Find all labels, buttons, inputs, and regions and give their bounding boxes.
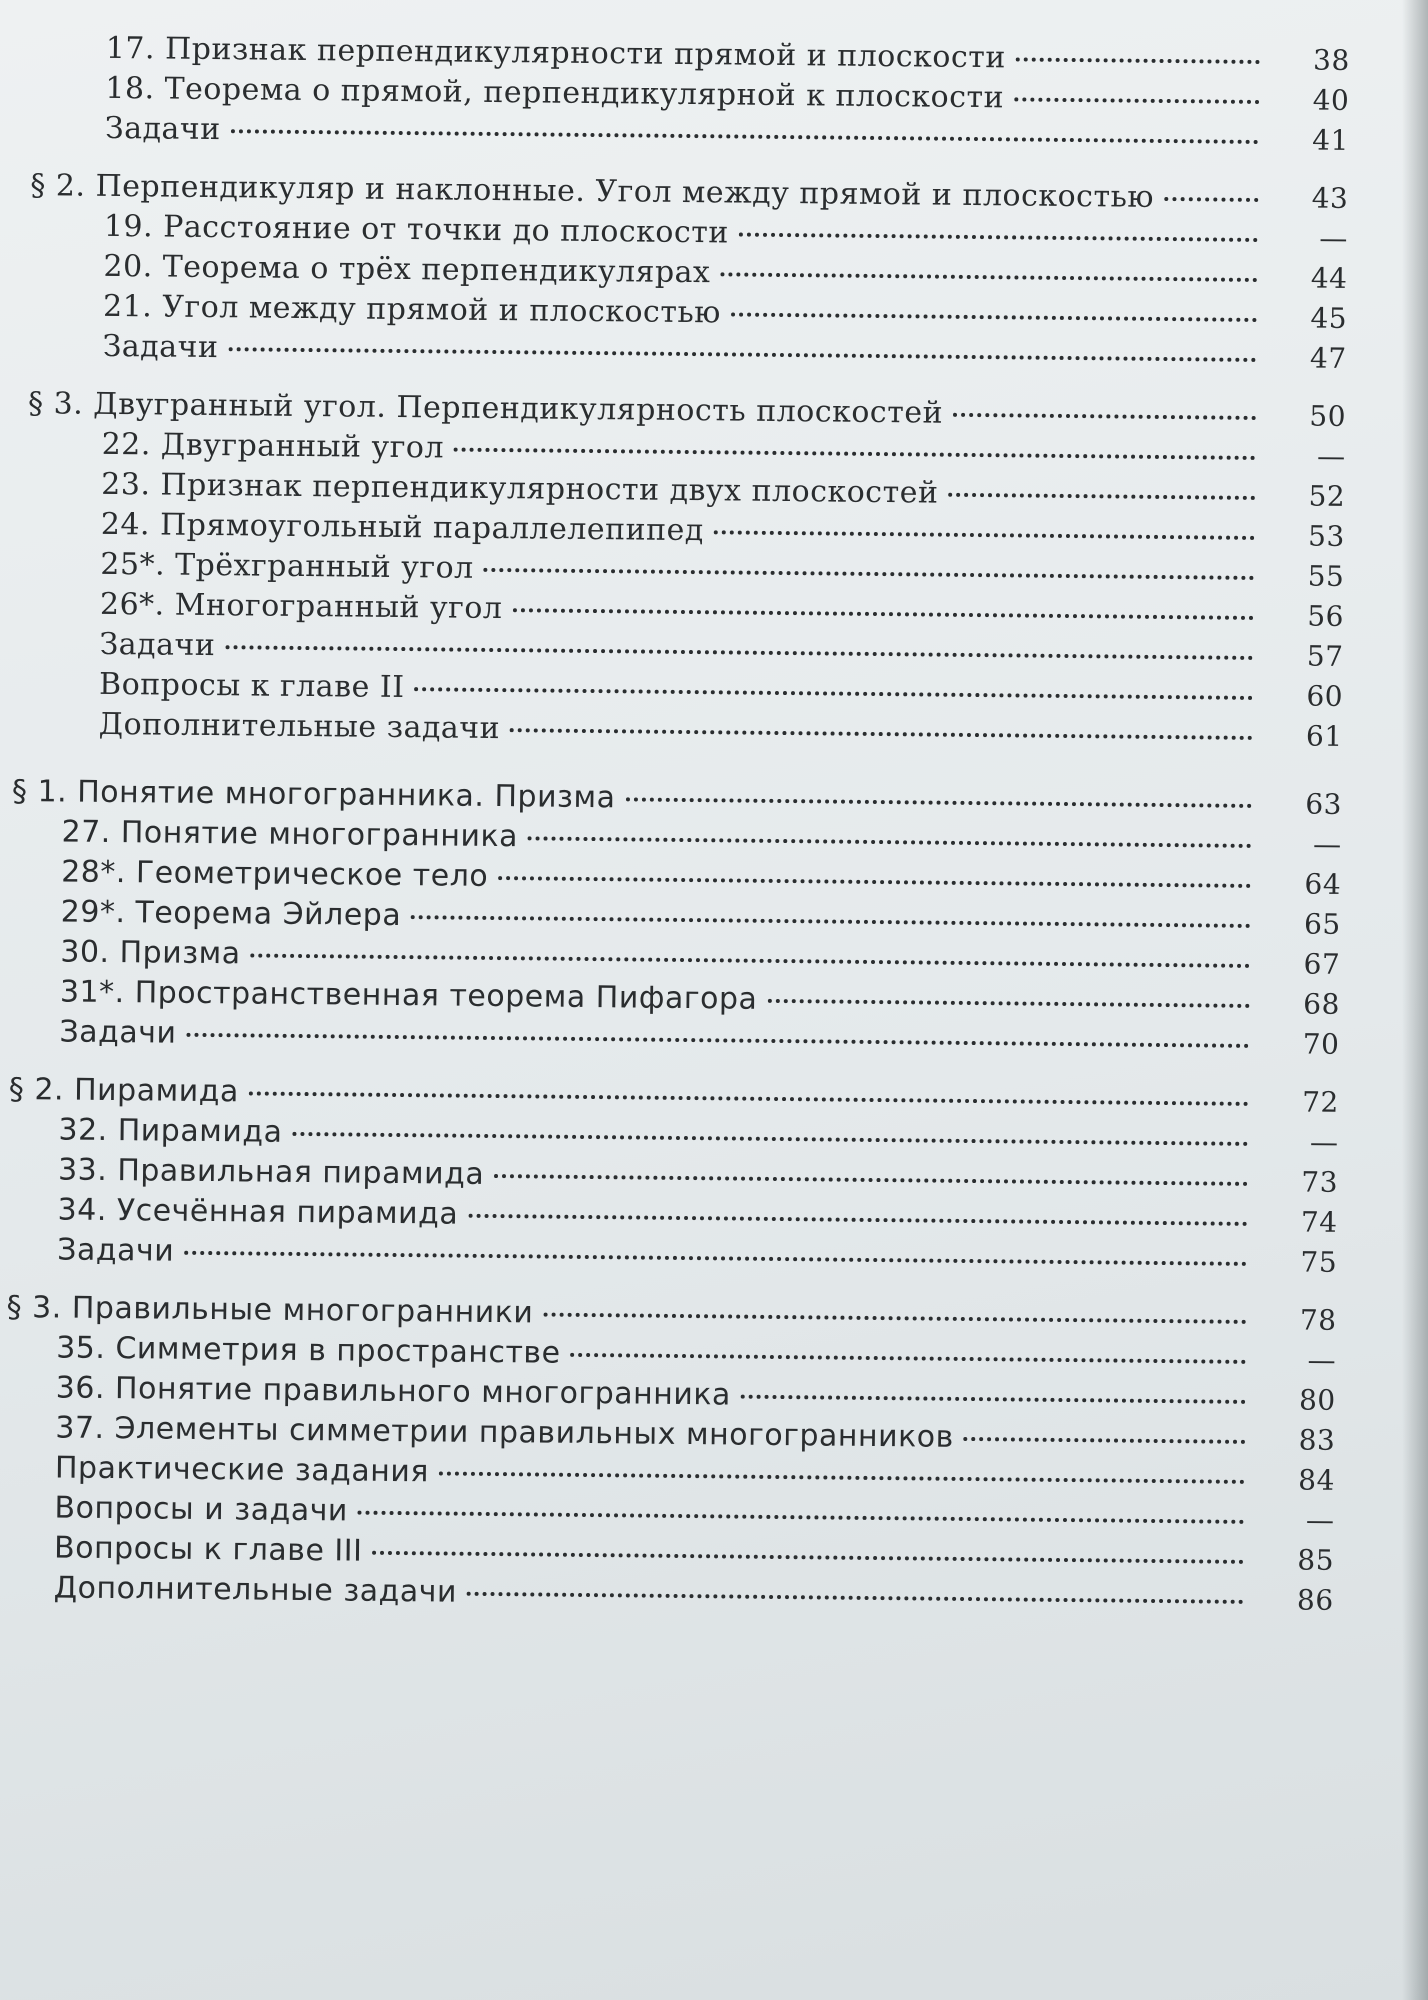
toc-page-number: 56 (1307, 599, 1345, 633)
toc-entry-label: 21. Угол между прямой и плоскостью (102, 288, 722, 331)
toc-entry-label: Задачи (57, 1232, 175, 1269)
toc-leader-dots (439, 1470, 1245, 1483)
toc-page-number: 57 (1306, 639, 1344, 673)
toc-page-number: 63 (1305, 787, 1343, 821)
toc-leader-dots (228, 346, 1256, 362)
toc-entry-label: 28*. Геометрическое тело (61, 854, 489, 894)
toc-leader-dots (484, 567, 1255, 580)
toc-page-number: 78 (1299, 1303, 1337, 1337)
toc-entry-label: Вопросы к главе III (53, 1530, 363, 1569)
toc-entry-label: § 3. Правильные многогранники (6, 1289, 534, 1331)
toc-page-number: 70 (1302, 1027, 1340, 1061)
toc-page-number: 40 (1312, 83, 1350, 117)
toc-leader-dots (292, 1131, 1248, 1146)
toc-entry-label: § 2. Перпендикуляр и наклонные. Угол между прямой и плоскостью (30, 168, 1155, 215)
toc-entry-label: 27. Понятие многогранника (61, 814, 519, 855)
toc-entry-label: § 1. Понятие многогранника. Призма (11, 773, 616, 816)
toc-leader-dots (953, 412, 1256, 420)
toc-entry-label: 20. Теорема о трёх перпендикулярах (103, 248, 711, 291)
toc-leader-dots (731, 311, 1257, 322)
toc-page-number: — (1309, 1125, 1339, 1159)
chapter-2-entries (13, 30, 1350, 760)
toc-leader-dots (415, 686, 1254, 700)
toc-page-number: 38 (1312, 43, 1350, 77)
toc-entry-label: 23. Признак перпендикулярности двух плоскостей (101, 466, 939, 511)
toc-entry-label: Вопросы к главе II (98, 666, 405, 706)
toc-entry-label: 32. Пирамида (58, 1112, 283, 1150)
toc-page-number: 41 (1312, 123, 1350, 157)
toc-page-number: 61 (1305, 719, 1343, 753)
toc-leader-dots (358, 1510, 1245, 1524)
toc-leader-dots (720, 271, 1257, 282)
toc-page-number: 44 (1310, 261, 1348, 295)
toc-leader-dots (249, 1090, 1249, 1105)
toc-page-number: 72 (1302, 1085, 1340, 1119)
toc-leader-dots (570, 1352, 1246, 1364)
toc-leader-dots (739, 232, 1258, 242)
toc-leader-dots (512, 607, 1254, 620)
table-of-contents (3, 30, 1349, 1624)
toc-leader-dots (494, 1173, 1248, 1186)
toc-page-number: 74 (1300, 1205, 1338, 1239)
toc-page-number: 83 (1298, 1423, 1336, 1457)
toc-page-number: 75 (1300, 1245, 1338, 1279)
toc-leader-dots (1014, 96, 1259, 104)
toc-entry-label: Дополнительные задачи (53, 1570, 458, 1610)
toc-page-number: 85 (1297, 1543, 1335, 1577)
toc-page-number: 60 (1306, 679, 1344, 713)
toc-entry-label: Практические задания (54, 1450, 430, 1490)
toc-page-number: 80 (1298, 1383, 1336, 1417)
toc-leader-dots (225, 644, 1253, 660)
toc-leader-dots (372, 1550, 1244, 1564)
toc-entry-label: 29*. Теорема Эйлера (60, 894, 402, 934)
toc-entry-label: 36. Понятие правильного многогранника (55, 1370, 732, 1413)
toc-leader-dots (411, 914, 1251, 928)
toc-entry-label: § 2. Пирамида (8, 1071, 240, 1110)
toc-page-number: 84 (1298, 1463, 1336, 1497)
toc-page-number: 86 (1296, 1583, 1334, 1617)
toc-page-number: 67 (1303, 947, 1341, 981)
toc-leader-dots (468, 1213, 1247, 1226)
toc-entry-label: 25*. Трёхгранный угол (100, 546, 474, 586)
toc-entry-label: § 3. Двугранный угол. Перпендикулярность плоскостей (27, 386, 944, 431)
toc-leader-dots (498, 875, 1251, 888)
toc-entry-label: Вопросы и задачи (54, 1490, 349, 1529)
toc-leader-dots (467, 1591, 1244, 1604)
toc-page-number: 43 (1311, 181, 1349, 215)
toc-page-number: 52 (1308, 479, 1346, 513)
toc-leader-dots (454, 447, 1256, 460)
toc-leader-dots (186, 1032, 1249, 1048)
toc-leader-dots (231, 128, 1259, 144)
toc-entry-label: Дополнительные задачи (98, 706, 501, 747)
toc-entry-label: 17. Признак перпендикулярности прямой и плоскости (105, 30, 1007, 76)
toc-leader-dots (184, 1250, 1247, 1266)
toc-entry-label: Задачи (104, 110, 221, 148)
toc-page-number: — (1319, 221, 1349, 255)
toc-page-number: 45 (1310, 301, 1348, 335)
toc-page-number: 47 (1309, 341, 1347, 375)
toc-leader-dots (528, 835, 1252, 848)
toc-entry-label: 30. Призма (60, 934, 241, 972)
toc-entry-label: 35. Симметрия в пространстве (56, 1330, 561, 1371)
toc-page-number: 64 (1304, 867, 1342, 901)
chapter-3-entries (3, 774, 1342, 1624)
toc-page-number: — (1312, 827, 1342, 861)
toc-page-number: 73 (1301, 1165, 1339, 1199)
toc-entry-label: 33. Правильная пирамида (57, 1152, 485, 1192)
toc-entry-label: 18. Теорема о прямой, перпендикулярной к плоскости (105, 70, 1005, 116)
toc-leader-dots (1164, 196, 1258, 202)
toc-page-number: — (1316, 439, 1346, 473)
toc-leader-dots (1016, 56, 1260, 64)
toc-leader-dots (741, 1394, 1246, 1404)
toc-entry-label: Задачи (102, 328, 219, 366)
toc-leader-dots (543, 1312, 1246, 1324)
toc-leader-dots (510, 727, 1253, 740)
toc-page-number: 50 (1309, 399, 1347, 433)
toc-entry-label: Задачи (59, 1014, 177, 1051)
toc-leader-dots (625, 796, 1252, 808)
toc-entry-label: 37. Элементы симметрии правильных многогранников (55, 1410, 954, 1455)
page-edge-shadow (1402, 0, 1428, 2000)
toc-entry-label: 19. Расстояние от точки до плоскости (103, 208, 730, 251)
toc-leader-dots (948, 492, 1255, 500)
toc-leader-dots (251, 952, 1251, 967)
toc-entry-label: 24. Прямоугольный параллелепипед (100, 506, 705, 549)
toc-entry-label: 22. Двугранный угол (101, 426, 445, 466)
toc-entry-label: 34. Усечённая пирамида (57, 1192, 459, 1232)
toc-leader-dots (964, 1436, 1246, 1444)
toc-page-number: 55 (1307, 559, 1345, 593)
toc-entry-label: 26*. Многогранный угол (99, 586, 503, 627)
toc-entry-label: 31*. Пространственная теорема Пифагора (59, 974, 758, 1017)
toc-page-number: 53 (1307, 519, 1345, 553)
toc-page-number: — (1305, 1503, 1335, 1537)
toc-entry-label: Задачи (99, 626, 216, 664)
toc-page-number: 65 (1303, 907, 1341, 941)
toc-leader-dots (714, 529, 1255, 540)
toc-page-number: — (1307, 1343, 1337, 1377)
toc-page-number: 68 (1303, 987, 1341, 1021)
toc-leader-dots (767, 998, 1250, 1008)
